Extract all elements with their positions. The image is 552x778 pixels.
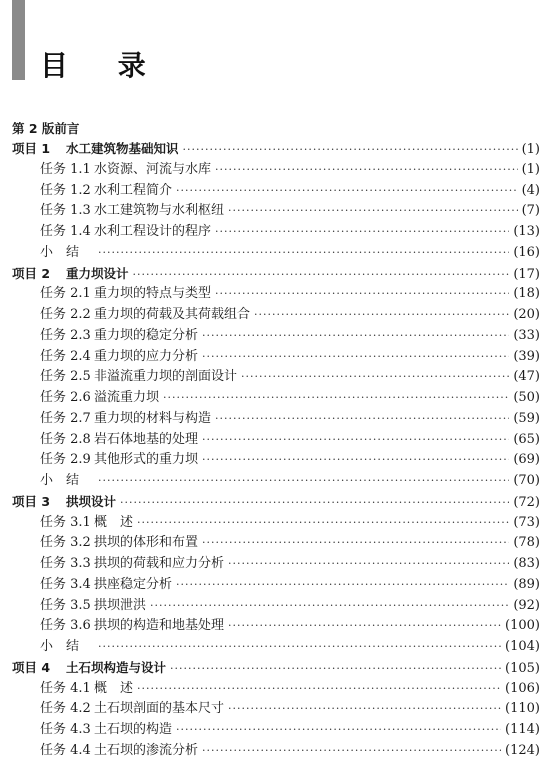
toc-entry-number: 任务 3.2 [40, 535, 91, 551]
toc-page-number: (33) [513, 327, 540, 343]
toc-page-number: (39) [513, 348, 540, 364]
toc-entries [12, 139, 540, 762]
toc-entry-number: 任务 2.3 [40, 327, 91, 343]
toc-entry-title: 重力坝的荷载及其荷载组合 [94, 307, 251, 322]
toc-entry-title: 重力坝的材料与构造 [94, 410, 212, 426]
toc-task-entry[interactable] [12, 699, 540, 720]
toc-entry-title: 其他形式的重力坝 [94, 452, 199, 468]
toc-task-entry[interactable] [12, 222, 540, 243]
toc-task-entry[interactable] [12, 430, 540, 451]
toc-page-number: (104) [505, 639, 540, 654]
toc-page-number: (78) [513, 535, 540, 551]
toc-entry-title: 非溢流重力坝的剖面设计 [94, 369, 238, 385]
toc-dot-leader [133, 265, 510, 286]
toc-dot-leader [137, 679, 501, 700]
toc-task-entry[interactable] [12, 450, 540, 471]
toc-dot-leader [98, 637, 501, 658]
toc-entry-number: 任务 3.6 [40, 618, 91, 634]
toc-task-entry[interactable] [12, 616, 540, 637]
toc-page-number: (106) [505, 680, 540, 696]
toc-task-entry[interactable] [12, 596, 540, 617]
toc-entry-number: 项目 1 [12, 141, 51, 156]
toc-dot-leader [215, 222, 509, 243]
toc-entry-number: 任务 4.2 [40, 701, 91, 717]
toc-task-entry[interactable] [12, 679, 540, 700]
toc-dot-leader [202, 741, 501, 762]
toc-entry-title: 土石坝的构造 [94, 722, 173, 737]
toc-task-entry[interactable] [12, 284, 540, 305]
toc-task-entry[interactable] [12, 201, 540, 222]
toc-entry-title: 拱坝泄洪 [94, 597, 147, 613]
toc-entry-number: 任务 2.9 [40, 452, 91, 468]
toc-task-entry[interactable] [12, 367, 540, 388]
toc-entry-number: 任务 2.2 [40, 307, 91, 322]
toc-page-number: (100) [505, 618, 540, 634]
toc-preface-entry[interactable]: 第 2 版前言 [12, 121, 80, 136]
table-of-contents [12, 118, 540, 762]
toc-entry-title: 土石坝剖面的基本尺寸 [94, 701, 225, 717]
toc-dot-leader [163, 388, 509, 409]
toc-dot-leader [176, 720, 501, 741]
toc-dot-leader [228, 616, 501, 637]
toc-entry-number: 小 结 [40, 639, 80, 654]
toc-entry-title: 水利工程简介 [94, 182, 173, 198]
toc-page-number: (70) [513, 473, 540, 488]
toc-page-number: (13) [513, 224, 540, 239]
title-accent-bar [12, 0, 25, 80]
toc-project-entry[interactable] [12, 139, 540, 160]
toc-dot-leader [215, 284, 509, 305]
toc-entry-number: 项目 4 [12, 659, 51, 675]
toc-page-number: (17) [513, 266, 540, 282]
toc-project-entry[interactable] [12, 492, 540, 513]
toc-entry-title: 概 述 [94, 514, 134, 530]
toc-dot-leader [228, 554, 509, 575]
toc-entry-number: 任务 1.4 [40, 224, 91, 239]
toc-entry-title: 水资源、河流与水库 [94, 161, 212, 177]
toc-entry-number: 任务 4.1 [40, 680, 91, 696]
toc-entry-number: 任务 4.4 [40, 742, 91, 758]
toc-entry-number: 任务 3.5 [40, 597, 91, 613]
toc-page-number: (59) [513, 410, 540, 426]
toc-entry-title: 水工建筑物基础知识 [66, 141, 179, 156]
toc-page-number: (50) [513, 390, 540, 405]
toc-entry-number: 任务 4.3 [40, 722, 91, 737]
toc-task-entry[interactable] [12, 409, 540, 430]
toc-entry-title: 重力坝的稳定分析 [94, 327, 199, 343]
toc-entry-title: 重力坝的应力分析 [94, 348, 199, 364]
toc-dot-leader [176, 575, 509, 596]
toc-entry-number: 任务 3.4 [40, 576, 91, 592]
toc-page-number: (18) [513, 286, 540, 302]
toc-entry-title: 拱坝的荷载和应力分析 [94, 556, 225, 571]
toc-page-number: (1) [521, 142, 540, 157]
toc-entry-number: 任务 2.6 [40, 390, 91, 405]
toc-entry-title: 溢流重力坝 [94, 390, 160, 405]
toc-dot-leader [202, 347, 509, 368]
toc-task-entry[interactable] [12, 637, 540, 658]
toc-page-number: (4) [521, 182, 540, 198]
toc-page-number: (72) [513, 494, 540, 510]
toc-dot-leader [215, 409, 509, 430]
toc-page-number: (65) [513, 431, 540, 447]
toc-entry-title: 拱坝设计 [66, 493, 117, 509]
toc-task-entry[interactable] [12, 181, 540, 202]
toc-entry-title: 概 述 [94, 680, 134, 696]
toc-task-entry[interactable] [12, 471, 540, 492]
toc-page-number: (73) [513, 514, 540, 530]
toc-dot-leader [241, 367, 509, 388]
toc-task-entry[interactable] [12, 305, 540, 326]
toc-page-number: (105) [505, 660, 540, 676]
toc-dot-leader [120, 493, 509, 514]
toc-dot-leader [202, 326, 509, 347]
toc-page-number: (92) [513, 597, 540, 613]
toc-dot-leader [183, 140, 518, 161]
toc-page-number: (47) [513, 369, 540, 385]
toc-task-entry[interactable] [12, 741, 540, 762]
toc-task-entry[interactable] [12, 554, 540, 575]
toc-entry-number: 任务 2.8 [40, 431, 91, 447]
toc-entry-number: 任务 2.5 [40, 369, 91, 385]
toc-entry-title: 重力坝的特点与类型 [94, 286, 212, 302]
toc-entry-number: 小 结 [40, 473, 80, 488]
toc-project-entry[interactable] [12, 264, 540, 285]
toc-entry-title: 水工建筑物与水利枢纽 [94, 203, 225, 219]
toc-task-entry[interactable] [12, 347, 540, 368]
toc-page-number: (110) [505, 701, 540, 717]
toc-entry-number: 任务 1.2 [40, 182, 91, 198]
toc-entry-title: 重力坝设计 [66, 265, 129, 281]
toc-dot-leader [228, 201, 518, 222]
toc-entry-number: 小 结 [40, 244, 80, 260]
toc-entry-number: 任务 1.3 [40, 203, 91, 219]
toc-dot-leader [228, 699, 501, 720]
toc-page-number: (89) [513, 576, 540, 592]
toc-entry-number: 任务 2.1 [40, 286, 91, 302]
toc-page-number: (69) [513, 452, 540, 468]
toc-entry-title: 拱坝的构造和地基处理 [94, 618, 225, 634]
toc-dot-leader [150, 596, 509, 617]
toc-page-number: (83) [513, 556, 540, 571]
toc-task-entry[interactable] [12, 388, 540, 409]
toc-task-entry[interactable] [12, 160, 540, 181]
toc-dot-leader [176, 181, 518, 202]
toc-entry-number: 项目 3 [12, 493, 51, 509]
toc-entry-title: 土石坝的渗流分析 [94, 742, 199, 758]
toc-dot-leader [202, 533, 509, 554]
toc-entry-number: 任务 2.4 [40, 348, 91, 364]
toc-dot-leader [98, 471, 509, 492]
toc-task-entry[interactable] [12, 326, 540, 347]
toc-entry-number: 任务 3.1 [40, 514, 91, 530]
toc-entry-title: 土石坝构造与设计 [66, 659, 167, 675]
toc-page-number: (20) [513, 307, 540, 322]
toc-page-number: (1) [521, 161, 540, 177]
toc-dot-leader [215, 160, 518, 181]
toc-task-entry[interactable] [12, 575, 540, 596]
toc-dot-leader [202, 430, 509, 451]
toc-page-number: (16) [513, 244, 540, 260]
toc-entry-title: 拱坝的体形和布置 [94, 535, 199, 551]
page-title: 目 录 [40, 49, 166, 82]
toc-entry-title: 岩石体地基的处理 [94, 431, 199, 447]
toc-task-entry[interactable] [12, 243, 540, 264]
toc-entry-number: 任务 1.1 [40, 161, 91, 177]
toc-page-number: (124) [505, 742, 540, 758]
toc-page-number: (114) [505, 722, 540, 737]
toc-entry-title: 水利工程设计的程序 [94, 224, 212, 239]
toc-entry-title: 拱座稳定分析 [94, 576, 173, 592]
toc-entry-number: 任务 3.3 [40, 556, 91, 571]
toc-task-entry[interactable] [12, 720, 540, 741]
toc-dot-leader [98, 243, 509, 264]
toc-dot-leader [254, 305, 509, 326]
toc-entry-number: 项目 2 [12, 265, 51, 281]
toc-page-number: (7) [521, 203, 540, 219]
toc-entry-number: 任务 2.7 [40, 410, 91, 426]
toc-dot-leader [202, 450, 509, 471]
toc-dot-leader [137, 513, 509, 534]
toc-project-entry[interactable] [12, 658, 540, 679]
toc-task-entry[interactable] [12, 513, 540, 534]
toc-task-entry[interactable] [12, 533, 540, 554]
toc-dot-leader [170, 659, 501, 680]
